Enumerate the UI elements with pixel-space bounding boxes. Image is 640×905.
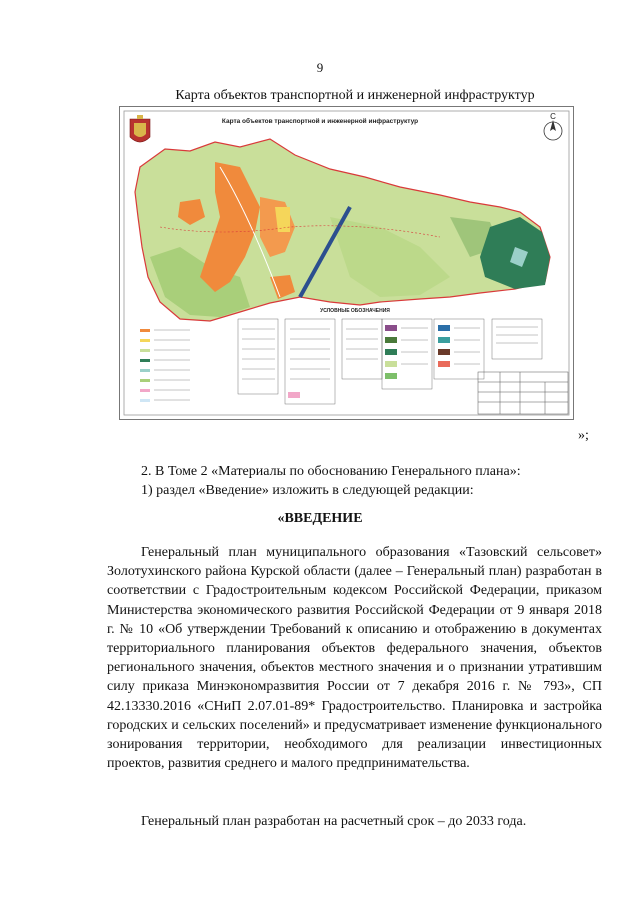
legend-text-lines (154, 327, 538, 400)
page-number: 9 (316, 60, 324, 75)
section-line: 1) раздел «Введение» изложить в следующей редакции: (141, 483, 474, 498)
infrastructure-map (119, 106, 574, 420)
coat-of-arms-icon (130, 115, 150, 142)
body-paragraph: Генеральный план муниципального образования «Тазовский сельсовет» Золотухинского района Курской области (далее – Генеральный план) разработан в соответствии с Градостроительным кодексом Российской Федерации, приказом Министерства экономического развития Российской Федерации от 9 января 2018 г. № 10 «Об утверждении Требований к описанию и отображению в документах территориального планирования объектов федерального значения, объектов регионального значения, объектов местного значения и о признании утратившим силу приказа Минэкономразвития России от 7 декабря 2016 г. № 793», СП 42.13330.2016 «СНиП 2.07.01-89* Градостроительство. Планировка и застройка городских и сельских поселений» и предусматривает изменение функционального зонирования территории, необходимого для реализации инвестиционных проектов, развития среднего и малого предпринимательства. (107, 545, 602, 772)
body-paragraph: Генеральный план разработан на расчетный срок – до 2033 года. (141, 814, 527, 829)
amendment-line: 2. В Томе 2 «Материалы по обоснованию Генерального плана»: (141, 464, 521, 479)
map-title: Карта объектов транспортной и инженерной инфраструктур (221, 118, 419, 125)
legend-title: УСЛОВНЫЕ ОБОЗНАЧЕНИЯ (320, 308, 390, 314)
title-block (478, 372, 568, 414)
map-drawing (120, 107, 573, 419)
north-label: С (550, 112, 556, 121)
quote-close: »; (578, 428, 589, 443)
legend-swatches (140, 325, 450, 402)
map-caption: Карта объектов транспортной и инженерной инфраструктур (175, 88, 535, 103)
north-arrow-icon (544, 112, 562, 140)
map-legend (140, 308, 542, 404)
section-heading: «ВВЕДЕНИЕ (277, 511, 363, 526)
